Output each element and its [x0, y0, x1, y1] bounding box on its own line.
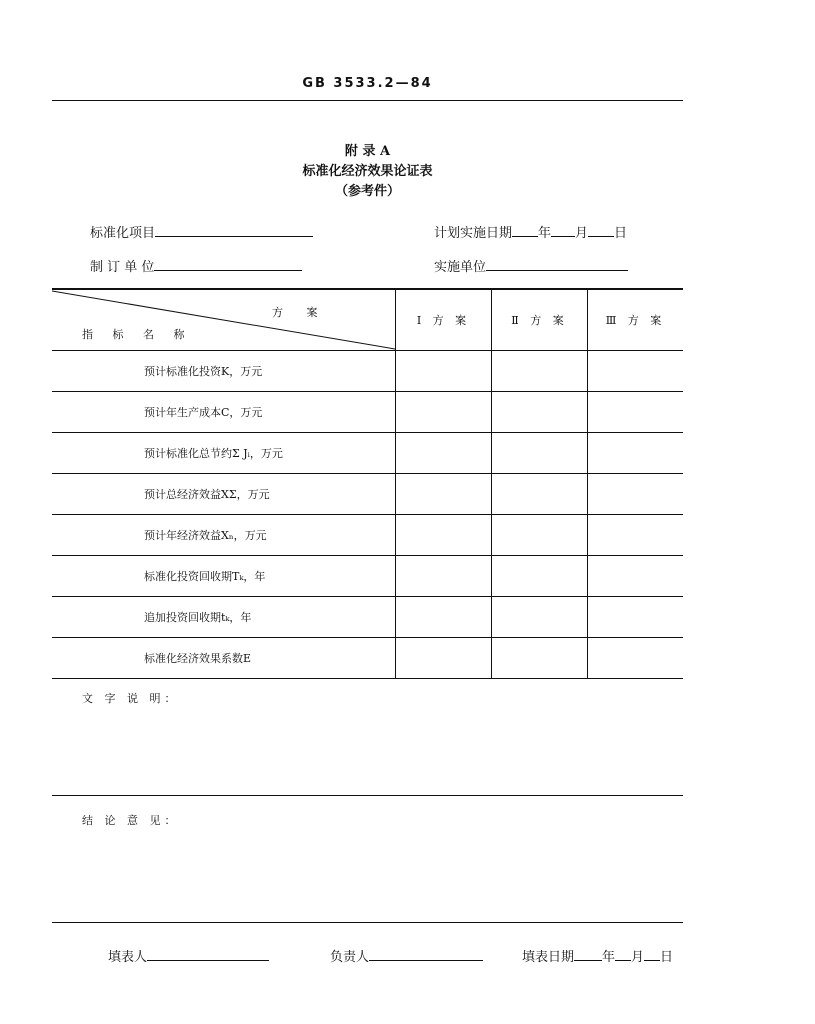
fill-year-label: 年: [602, 950, 616, 965]
implementing-unit-line[interactable]: [486, 258, 628, 271]
input-cell[interactable]: [396, 556, 492, 597]
input-cell[interactable]: [396, 351, 492, 392]
table-row: [52, 392, 683, 433]
project-line[interactable]: [155, 224, 313, 237]
fill-year-line[interactable]: [574, 948, 602, 961]
row-label-annual-cost: 预计年生产成本C，万元: [52, 392, 396, 433]
row-label-annual-benefit: 预计年经济效益Xₙ，万元: [52, 515, 396, 556]
input-cell[interactable]: [588, 433, 684, 474]
table-row: [52, 556, 683, 597]
table-row: [52, 474, 683, 515]
corner-indicator-label: 指 标 名 称: [82, 328, 193, 341]
row-label-total-benefit: 预计总经济效益XΣ，万元: [52, 474, 396, 515]
row-label-investment: 预计标准化投资K，万元: [52, 351, 396, 392]
table-row: [52, 351, 683, 392]
table-header-row: [52, 289, 683, 351]
column-header-plan-3: Ⅲ 方 案: [588, 289, 684, 351]
appendix-title: 附 录 A: [344, 144, 391, 159]
input-cell[interactable]: [588, 474, 684, 515]
fill-day-line[interactable]: [644, 948, 660, 961]
conclusion-area[interactable]: [52, 828, 683, 920]
document-title: 标准化经济效果论证表: [302, 164, 433, 179]
plan-month-label: 月: [575, 226, 589, 241]
project-field: [90, 222, 313, 241]
fill-date-label: 填表日期: [522, 950, 575, 965]
fill-date-field: [522, 946, 673, 965]
column-header-plan-1: Ⅰ 方 案: [396, 289, 492, 351]
conclusion-label: 结 论 意 见：: [82, 814, 180, 827]
input-cell[interactable]: [492, 515, 588, 556]
input-cell[interactable]: [492, 597, 588, 638]
filler-label: 填表人: [108, 950, 148, 965]
input-cell[interactable]: [588, 556, 684, 597]
plan-month-line[interactable]: [551, 224, 575, 237]
implementing-unit-field: [434, 256, 628, 275]
economic-effect-table: [52, 288, 683, 679]
input-cell[interactable]: [492, 351, 588, 392]
table-row: [52, 433, 683, 474]
fill-month-label: 月: [631, 950, 645, 965]
row-label-effect-coefficient: 标准化经济效果系数E: [52, 638, 396, 679]
input-cell[interactable]: [396, 638, 492, 679]
corner-scheme-label: 方 案: [272, 306, 328, 319]
input-cell[interactable]: [588, 638, 684, 679]
explanation-divider: [52, 795, 683, 796]
input-cell[interactable]: [396, 597, 492, 638]
table-row: [52, 515, 683, 556]
plan-date-field: [434, 222, 627, 241]
plan-date-label: 计划实施日期: [434, 226, 513, 241]
text-explanation-area[interactable]: [52, 706, 683, 794]
filler-field: [108, 946, 269, 965]
responsible-field: [330, 946, 483, 965]
formulating-unit-field: [90, 256, 302, 275]
standard-code: GB 3533.2—84: [302, 76, 433, 91]
column-header-plan-2: Ⅱ 方 案: [492, 289, 588, 351]
filler-line[interactable]: [147, 948, 269, 961]
fill-month-line[interactable]: [615, 948, 631, 961]
footer-rule: [52, 922, 683, 923]
input-cell[interactable]: [396, 474, 492, 515]
formulating-unit-label: 制 订 单 位: [90, 260, 155, 275]
responsible-line[interactable]: [369, 948, 483, 961]
text-explanation-label: 文 字 说 明：: [82, 692, 180, 705]
plan-day-line[interactable]: [588, 224, 614, 237]
corner-header-cell: [52, 289, 396, 351]
input-cell[interactable]: [492, 433, 588, 474]
input-cell[interactable]: [588, 515, 684, 556]
input-cell[interactable]: [588, 351, 684, 392]
input-cell[interactable]: [396, 392, 492, 433]
fill-day-label: 日: [660, 950, 674, 965]
row-label-total-saving: 预计标准化总节约Σ Jᵢ，万元: [52, 433, 396, 474]
reference-note: （参考件）: [334, 184, 400, 199]
plan-year-line[interactable]: [512, 224, 538, 237]
input-cell[interactable]: [492, 474, 588, 515]
input-cell[interactable]: [492, 392, 588, 433]
input-cell[interactable]: [588, 392, 684, 433]
input-cell[interactable]: [396, 433, 492, 474]
input-cell[interactable]: [492, 638, 588, 679]
responsible-label: 负责人: [330, 950, 370, 965]
plan-year-label: 年: [538, 226, 552, 241]
input-cell[interactable]: [492, 556, 588, 597]
row-label-additional-payback: 追加投资回收期tₖ，年: [52, 597, 396, 638]
implementing-unit-label: 实施单位: [434, 260, 487, 275]
row-label-payback-period: 标准化投资回收期Tₖ，年: [52, 556, 396, 597]
table-row: [52, 638, 683, 679]
plan-day-label: 日: [614, 226, 628, 241]
header-rule: [52, 100, 683, 101]
formulating-unit-line[interactable]: [154, 258, 302, 271]
input-cell[interactable]: [396, 515, 492, 556]
table-row: [52, 597, 683, 638]
project-label: 标准化项目: [90, 226, 156, 241]
input-cell[interactable]: [588, 597, 684, 638]
